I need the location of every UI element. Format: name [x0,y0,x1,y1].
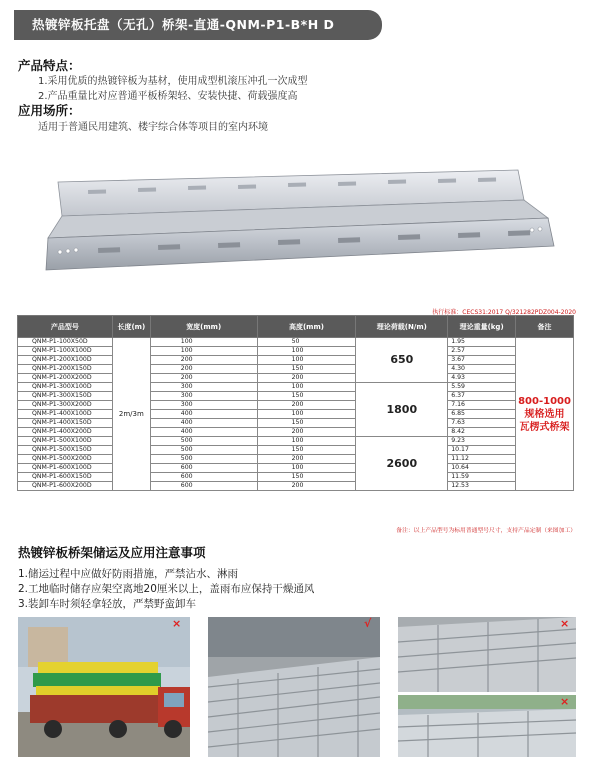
cell-model: QNM-P1-200X100D [18,356,113,365]
cell-width: 200 [150,356,257,365]
features-heading: 产品特点： [18,58,81,73]
cell-height: 200 [257,455,356,464]
cell-model: QNM-P1-100X100D [18,347,113,356]
photo-truck-loading [18,617,190,757]
table-row [18,428,574,437]
table-row [18,419,574,428]
cell-height: 200 [257,374,356,383]
cell-height: 100 [257,356,356,365]
header-weight: 理论重量(kg) [448,316,516,338]
cell-load: 650 [356,338,448,383]
cell-width: 300 [150,392,257,401]
cell-length: 2m/3m [112,338,150,491]
cell-width: 400 [150,428,257,437]
standard-text: 执行标准：CECS31:2017 Q/321282PDZ004-2020 [432,309,576,316]
cell-model: QNM-P1-200X200D [18,374,113,383]
header-model: 产品型号 [18,316,113,338]
photo-storage-site [208,617,380,757]
cell-load: 2600 [356,437,448,491]
photo-tray-stack-top [398,617,576,692]
cell-weight: 3.67 [448,356,516,365]
cell-model: QNM-P1-500X100D [18,437,113,446]
table-row [18,392,574,401]
cell-weight: 11.59 [448,473,516,482]
page-title: 热镀锌板托盘（无孔）桥架-直通-QNM-P1-B*H D [14,10,382,40]
table-row [18,482,574,491]
cell-weight: 12.53 [448,482,516,491]
cable-tray-image [38,160,558,280]
cell-load: 1800 [356,383,448,437]
cell-width: 600 [150,464,257,473]
cell-width: 200 [150,365,257,374]
cell-width: 400 [150,410,257,419]
cell-weight: 6.85 [448,410,516,419]
cell-height: 200 [257,428,356,437]
cell-weight: 1.95 [448,338,516,347]
cell-height: 150 [257,419,356,428]
cell-model: QNM-P1-300X150D [18,392,113,401]
table-row [18,365,574,374]
cell-height: 100 [257,383,356,392]
cell-weight: 2.57 [448,347,516,356]
photo-tray-stack-bottom [398,695,576,757]
cell-height: 100 [257,464,356,473]
cell-model: QNM-P1-200X150D [18,365,113,374]
table-row [18,356,574,365]
feature-line-2: 2.产品重量比对应普通平板桥架轻、安装快捷、荷载强度高 [38,91,298,102]
cell-weight: 7.16 [448,401,516,410]
cell-height: 200 [257,401,356,410]
cell-height: 150 [257,392,356,401]
cell-width: 500 [150,446,257,455]
table-row [18,374,574,383]
cell-weight: 9.23 [448,437,516,446]
cell-model: QNM-P1-500X200D [18,455,113,464]
cell-width: 200 [150,374,257,383]
table-row [18,464,574,473]
cell-height: 100 [257,437,356,446]
cell-model: QNM-P1-100X50D [18,338,113,347]
header-width: 宽度(mm) [150,316,257,338]
cell-model: QNM-P1-600X200D [18,482,113,491]
header-length: 长度(m) [112,316,150,338]
cell-width: 400 [150,419,257,428]
photo-storage-image [208,617,380,757]
table-row [18,383,574,392]
application-text: 适用于普通民用建筑、楼宇综合体等项目的室内环境 [38,122,268,133]
cell-weight: 11.12 [448,455,516,464]
application-heading: 应用场所： [18,103,81,118]
table-note: 备注：以上产品型号为标用普通型号尺寸，支持产品定制（来图加工） [396,528,576,534]
table-row [18,473,574,482]
cell-weight: 8.42 [448,428,516,437]
cell-height: 100 [257,410,356,419]
table-row [18,446,574,455]
table-row [18,401,574,410]
cell-width: 300 [150,401,257,410]
header-load: 理论荷载(N/m) [356,316,448,338]
table-row [18,410,574,419]
cell-width: 500 [150,455,257,464]
storage-line-3: 3.装卸车时须轻拿轻放，严禁野蛮卸车 [18,598,197,610]
wrong-mark-icon: × [560,617,570,630]
cell-model: QNM-P1-400X100D [18,410,113,419]
cell-model: QNM-P1-300X200D [18,401,113,410]
table-row [18,347,574,356]
spec-table [17,315,574,491]
right-mark-icon: √ [364,617,372,630]
cell-weight: 10.64 [448,464,516,473]
photo-tray-stack-bottom-image [398,695,576,757]
cell-width: 100 [150,347,257,356]
cell-model: QNM-P1-500X150D [18,446,113,455]
storage-line-2: 2.工地临时储存应架空离地20厘米以上，盖雨布应保持干燥通风 [18,583,315,595]
cell-height: 100 [257,347,356,356]
cell-width: 100 [150,338,257,347]
cell-model: QNM-P1-300X100D [18,383,113,392]
photo-truck-image [18,617,190,757]
table-header-row [18,316,574,338]
wrong-mark-icon: × [172,617,182,630]
photo-tray-stack-top-image [398,617,576,692]
cell-width: 300 [150,383,257,392]
cell-height: 150 [257,365,356,374]
header-remark: 备注 [516,316,574,338]
cell-weight: 6.37 [448,392,516,401]
cell-width: 600 [150,482,257,491]
cell-weight: 4.93 [448,374,516,383]
feature-line-1: 1.采用优质的热镀锌板为基材，使用成型机滚压冲孔一次成型 [38,76,308,87]
cell-height: 200 [257,482,356,491]
cell-height: 150 [257,473,356,482]
cell-weight: 5.59 [448,383,516,392]
cell-width: 600 [150,473,257,482]
table-row [18,437,574,446]
cell-model: QNM-P1-400X200D [18,428,113,437]
cell-model: QNM-P1-600X150D [18,473,113,482]
cell-weight: 4.30 [448,365,516,374]
cell-model: QNM-P1-400X150D [18,419,113,428]
table-row [18,455,574,464]
cell-width: 500 [150,437,257,446]
cell-height: 50 [257,338,356,347]
storage-line-1: 1.储运过程中应做好防雨措施，严禁沾水、淋雨 [18,568,239,580]
cell-weight: 7.63 [448,419,516,428]
table-row [18,338,574,347]
remark-line-2: 规格选用 [524,408,565,420]
cell-height: 150 [257,446,356,455]
cell-weight: 10.17 [448,446,516,455]
remark-line-3: 瓦楞式桥架 [519,421,570,433]
cell-model: QNM-P1-600X100D [18,464,113,473]
remark-line-1: 800-1000 [518,395,571,407]
header-height: 高度(mm) [257,316,356,338]
cell-remark [516,338,574,491]
wrong-mark-icon: × [560,695,570,708]
storage-heading: 热镀锌板桥架储运及应用注意事项 [18,545,206,560]
